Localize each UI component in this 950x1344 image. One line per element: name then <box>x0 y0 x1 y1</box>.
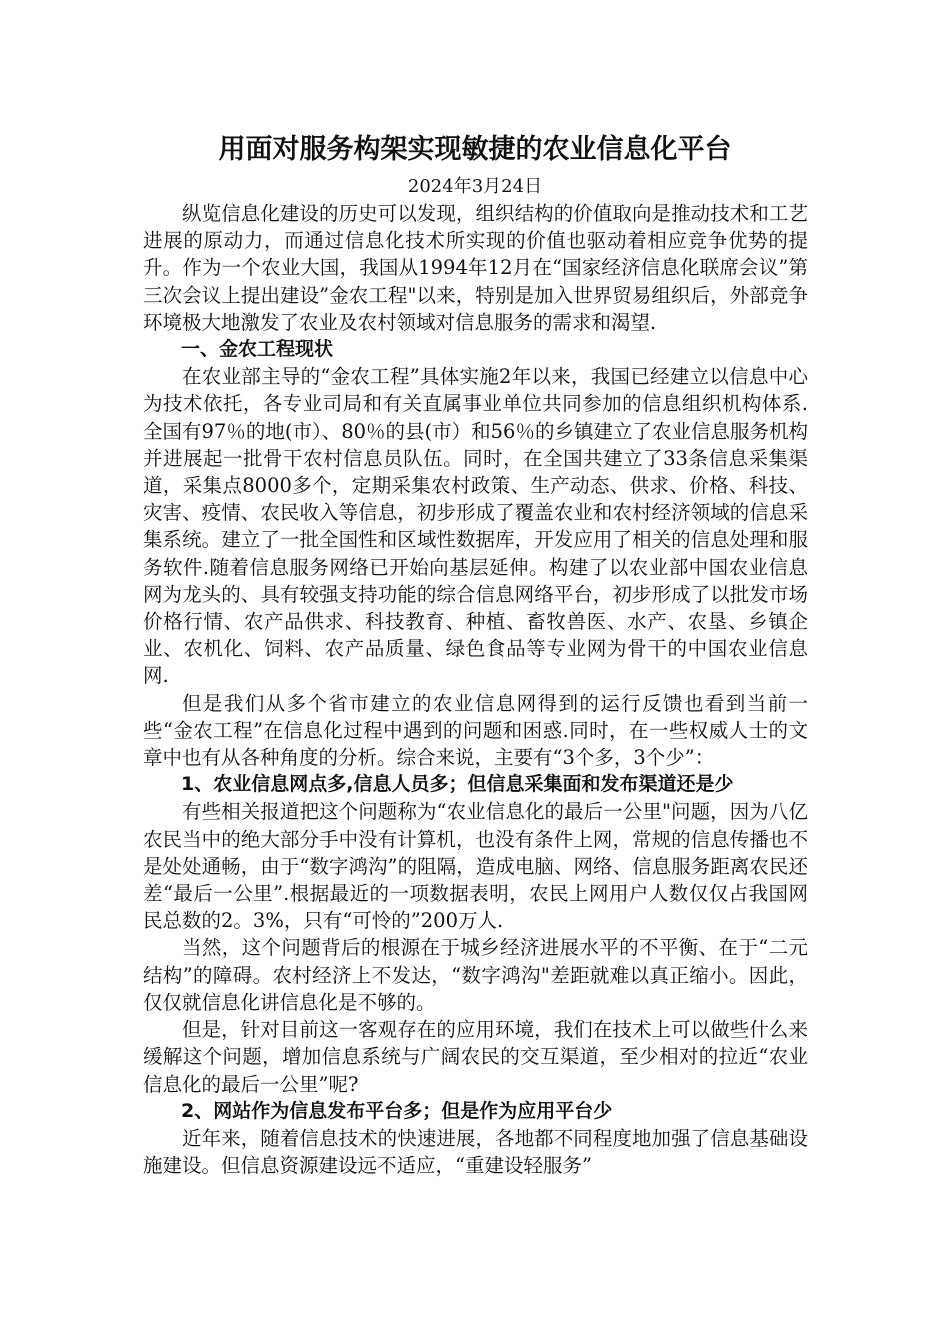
body-paragraph: 但是，针对目前这一客观存在的应用环境，我们在技术上可以做些什么来缓解这个问题，增加信息系统与广阔农民的交互渠道，至少相对的拉近“农业信息化的最后一公里”呢? <box>143 1018 808 1096</box>
body-paragraph: 当然，这个问题背后的根源在于城乡经济进展水平的不平衡、在于“二元结构”的障碍。农村经济上不发达，“数字鸿沟"差距就难以真正缩小。因此，仅仅就信息化讲信息化是不够的。 <box>143 936 808 1014</box>
section-heading: 2、网站作为信息发布平台多；但是作为应用平台少 <box>181 1099 613 1122</box>
body-paragraph: 纵览信息化建设的历史可以发现，组织结构的价值取向是推动技术和工艺进展的原动力，而通过信息化技术所实现的价值也驱动着相应竞争优势的提升。作为一个农业大国，我国从1994年12月在“国家经济信息化联席会议”第三次会议上提出建设”金农工程"以来，特别是加入世界贸易组织后，外部竞争环境极大地激发了农业及农村领域对信息服务的需求和渴望. <box>143 202 808 334</box>
body-paragraph: 但是我们从多个省市建立的农业信息网得到的运行反馈也看到当前一些“金农工程”在信息化过程中遇到的问题和困惑.同时，在一些权威人士的文章中也有从各种角度的分析。综合来说，主要有“3个多，3个少”： <box>143 691 808 770</box>
section-heading: 1、农业信息网点多,信息人员多；但信息采集面和发布渠道还是少 <box>181 773 734 796</box>
body-paragraph: 近年来，随着信息技术的快速进展，各地都不同程度地加强了信息基础设施建设。但信息资源建设远不适应，“重建设轻服务” <box>143 1126 808 1178</box>
document-date: 2024年3月24日 <box>407 176 543 197</box>
body-paragraph: 有些相关报道把这个问题称为“农业信息化的最后一公里"问题，因为八亿农民当中的绝大部分手中没有计算机，也没有条件上网，常规的信息传播也不是处处通畅，由于“数字鸿沟”的阻隔，造成电脑、网络、信息服务距离农民还差“最后一公里”.根据最近的一项数据表明，农民上网用户人数仅仅占我国网民总数的2。3%，只有“可怜的”200万人. <box>143 800 808 933</box>
section-heading: 一、金农工程现状 <box>181 338 334 361</box>
document-body <box>143 200 808 1179</box>
document-title: 用面对服务构架实现敏捷的农业信息化平台 <box>218 134 732 165</box>
body-paragraph: 在农业部主导的“金农工程”具体实施2年以来，我国已经建立以信息中心为技术依托，各专业司局和有关直属事业单位共同参加的信息组织机构体系.全国有97％的地(市）、80％的县(市）和56％的乡镇建立了农业信息服务机构并进展起一批骨干农村信息员队伍。同时，在全国共建立了33条信息采集渠道，采集点8000多个，定期采集农村政策、生产动态、供求、价格、科技、灾害、疫情、农民收入等信息，初步形成了覆盖农业和农村经济领域的信息采集系统。建立了一批全国性和区域性数据库，开发应用了相关的信息处理和服务软件.随着信息服务网络已开始向基层延伸。构建了以农业部中国农业信息网为龙头的、具有较强支持功能的综合信息网络平台，初步形成了以批发市场价格行情、农产品供求、科技教育、种植、畜牧兽医、水产、农垦、乡镇企业、农机化、饲料、农产品质量、绿色食品等专业网为骨干的中国农业信息网. <box>143 365 808 688</box>
